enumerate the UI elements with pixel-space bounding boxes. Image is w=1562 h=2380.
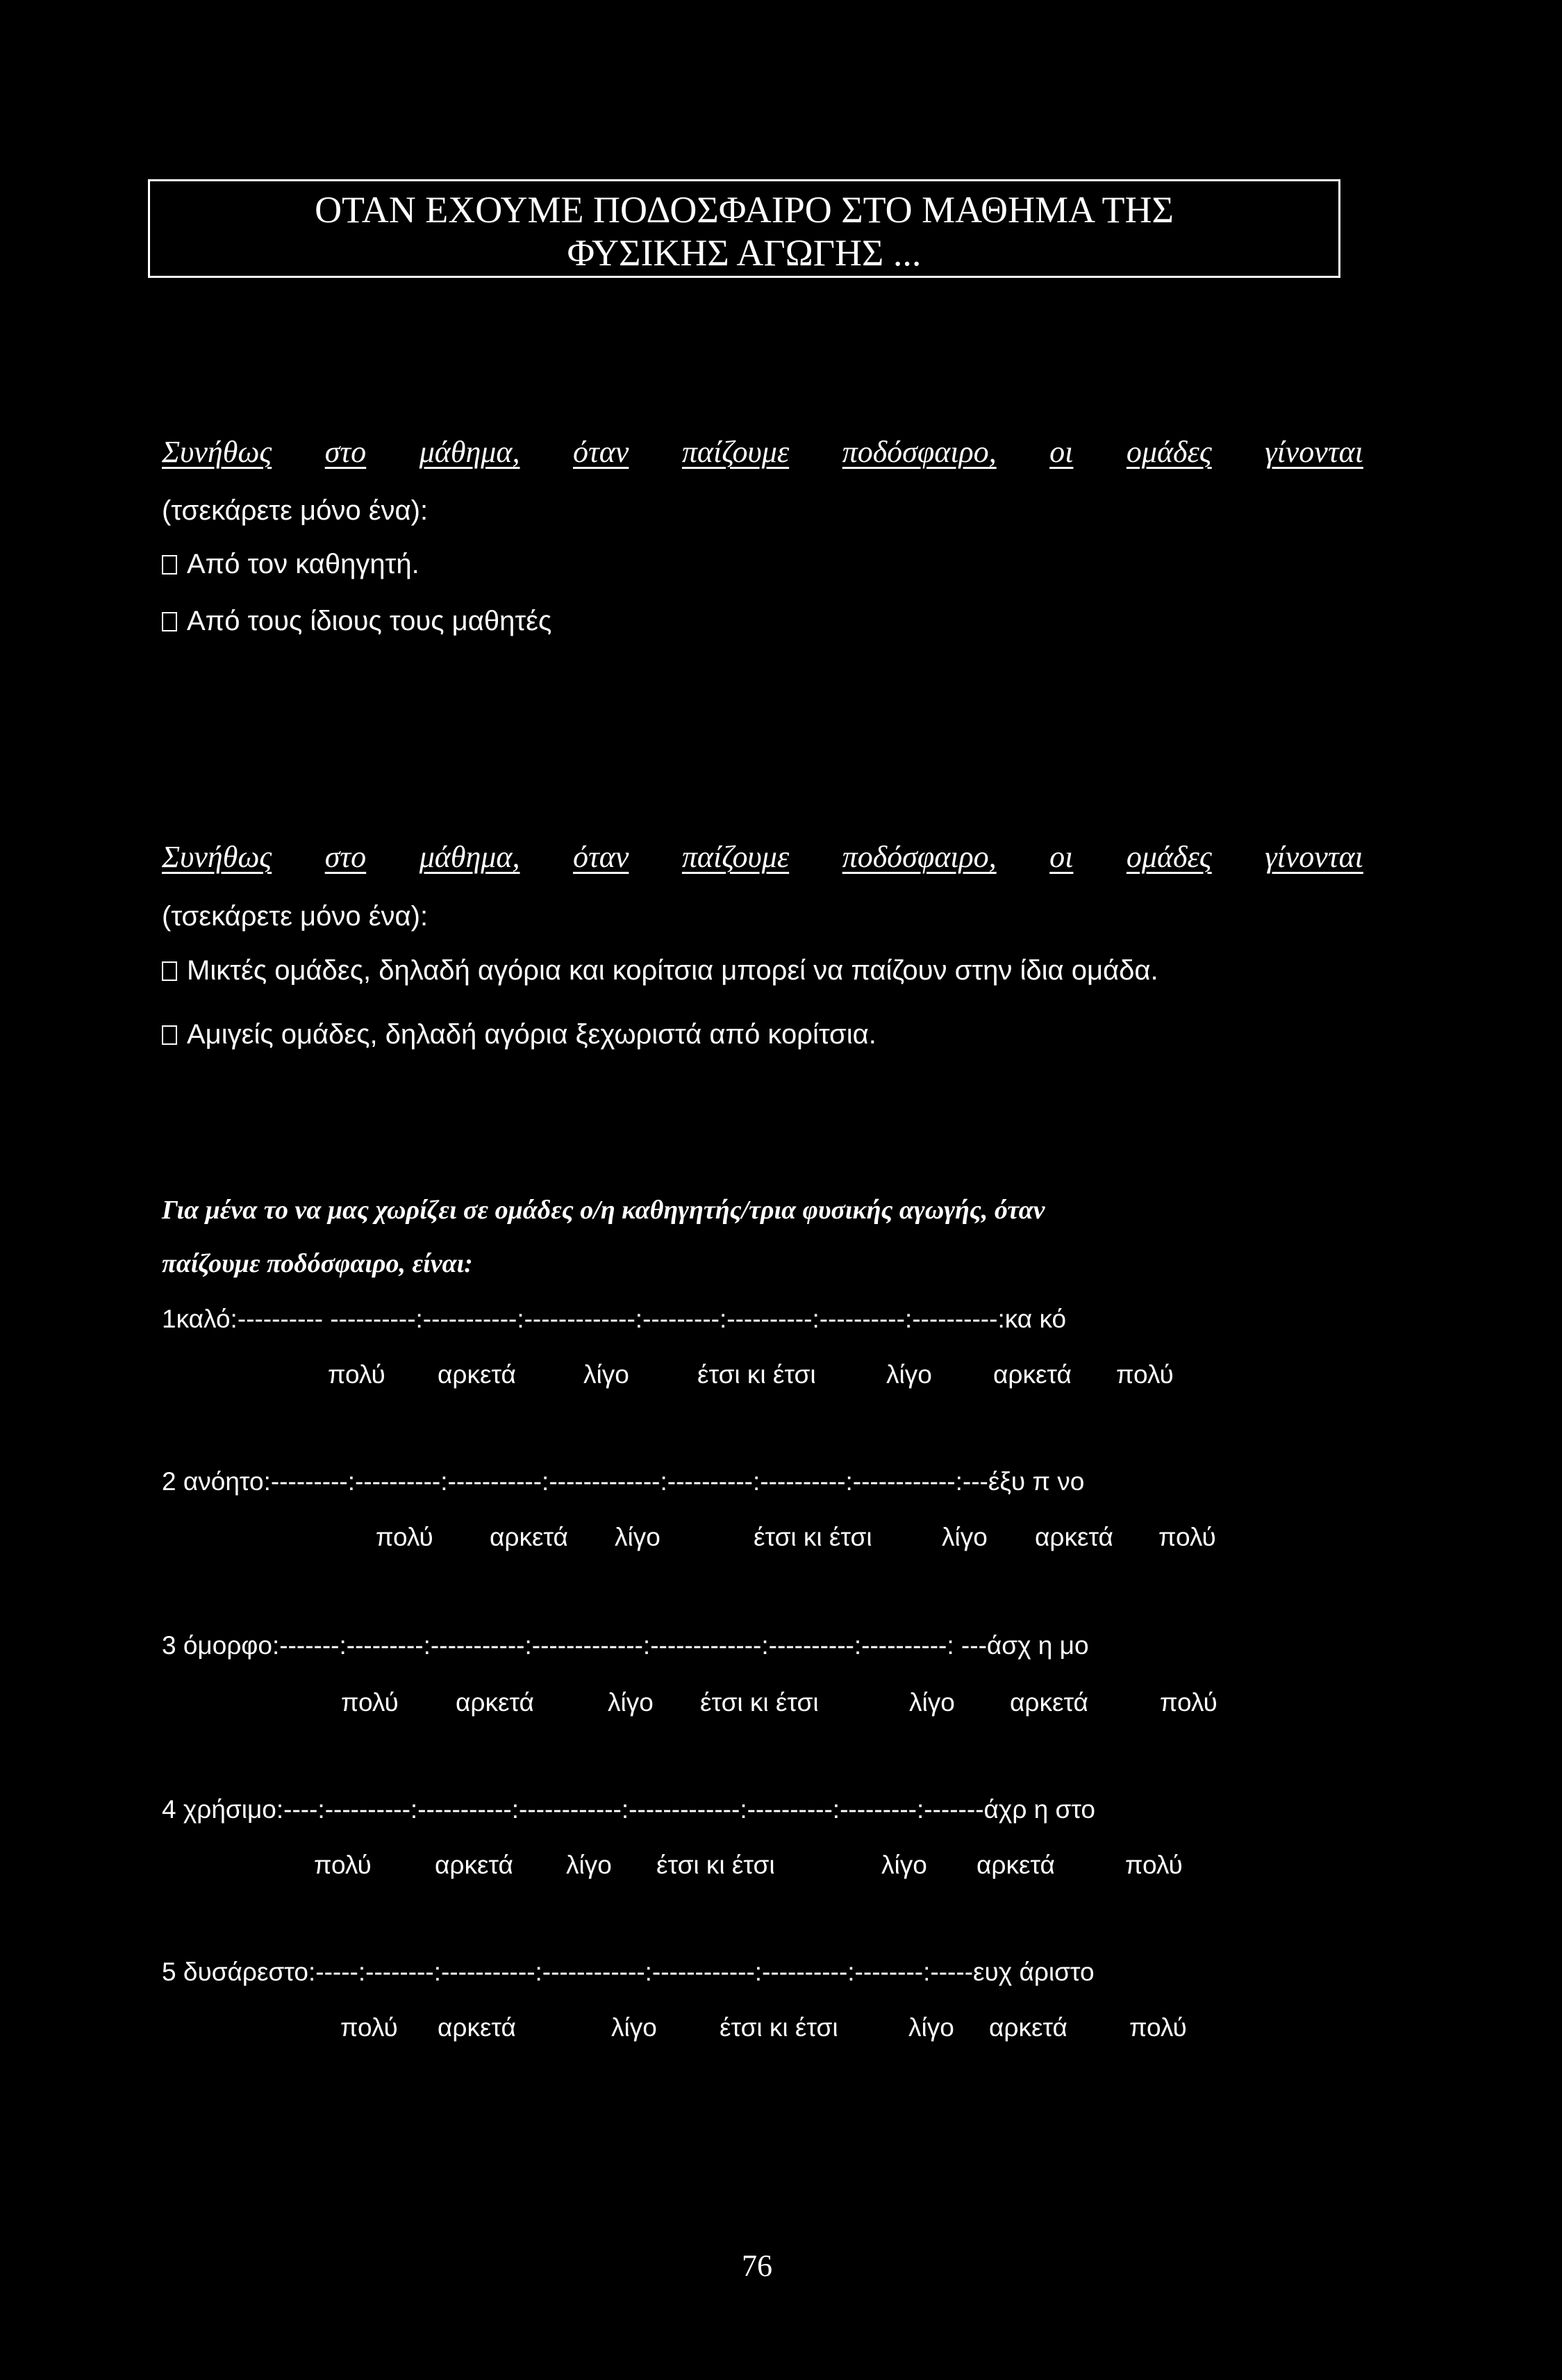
scale-label[interactable]: πολύ [1125,1851,1183,1879]
scale-label[interactable]: λίγο [615,1523,660,1551]
scale-label[interactable]: λίγο [908,2013,954,2042]
q2-word: γίνονται [1265,840,1363,874]
option-label: Από τον καθηγητή. [187,549,419,579]
scale-3-line: 3 όμορφο:-------:---------:-----------:-------------:-------------:----------:----------: ---άσχ η μο [162,1631,1089,1660]
scale-2-line: 2 ανόητο:---------:----------:-----------:-------------:----------:----------:------------:---έξυ π νο [162,1467,1085,1496]
q2-word: όταν [573,840,629,874]
scale-label[interactable]: λίγο [881,1851,927,1879]
q2-word: ποδόσφαιρο, [842,840,997,874]
scale-label[interactable]: αρκετά [993,1360,1072,1389]
scale-label[interactable]: πολύ [1116,1360,1174,1389]
q2-word: παίζουμε [681,840,790,874]
scale-label[interactable]: έτσι κι έτσι [656,1851,775,1879]
scale-label[interactable]: έτσι κι έτσι [720,2013,838,2042]
title-line-2: ΦΥΣΙΚΗΣ ΑΓΩΓΗΣ ... [567,232,922,274]
scale-label[interactable]: πολύ [340,2013,398,2042]
q2-word: μάθημα, [419,840,520,874]
scale-label[interactable]: έτσι κι έτσι [754,1523,872,1551]
q1-word: παίζουμε [681,435,790,469]
checkbox-icon[interactable] [162,612,177,631]
scale-label[interactable]: αρκετά [977,1851,1055,1879]
scale-label[interactable]: έτσι κι έτσι [697,1360,816,1389]
q2-word: Συνήθως [162,840,272,874]
title-box [148,179,1340,278]
question2-option-1[interactable] [162,955,1158,986]
option-label: Μικτές ομάδες, δηλαδή αγόρια και κορίτσια μπορεί να παίζουν στην ίδια ομάδα. [187,955,1158,986]
checkbox-icon[interactable] [162,555,177,575]
scale-label[interactable]: πολύ [328,1360,385,1389]
scale-4-line: 4 χρήσιμο:----:----------:-----------:------------:-------------:----------:---------:-------άχρ η στο [162,1795,1096,1824]
scale-1-line: 1καλό:---------- ----------:-----------:-------------:---------:----------:----------:----------:κα κό [162,1305,1067,1333]
scale-label[interactable]: πολύ [341,1688,399,1717]
question3-line-1: Για μένα το να μας χωρίζει σε ομάδες ο/η καθηγητής/τρια φυσικής αγωγής, όταν [162,1196,1045,1225]
q2-word: ομάδες [1126,840,1212,874]
q1-word: Συνήθως [162,435,272,469]
scale-label[interactable]: αρκετά [438,2013,516,2042]
scale-label[interactable]: πολύ [376,1523,433,1551]
scale-label[interactable]: αρκετά [435,1851,513,1879]
q1-word: γίνονται [1265,435,1363,469]
scale-label[interactable]: αρκετά [456,1688,534,1717]
question2-heading [162,839,1363,875]
title-line-1: ΟΤΑΝ ΕΧΟΥΜΕ ΠΟΔΟΣΦΑΙΡΟ ΣΤΟ ΜΑΘΗΜΑ ΤΗΣ [315,189,1174,231]
question3-line-2: παίζουμε ποδόσφαιρο, είναι: [162,1249,473,1278]
q1-word: στο [324,435,367,469]
q2-word: στο [324,840,367,874]
scale-label[interactable]: πολύ [1160,1688,1218,1717]
q1-word: ποδόσφαιρο, [842,435,997,469]
scale-label[interactable]: πολύ [1158,1523,1216,1551]
question1-heading [162,434,1363,470]
scale-label[interactable]: λίγο [886,1360,932,1389]
scale-label[interactable]: λίγο [608,1688,654,1717]
question1-option-1[interactable] [162,549,419,580]
scale-label[interactable]: λίγο [566,1851,612,1879]
option-label: Από τους ίδιους τους μαθητές [187,606,552,636]
scale-label[interactable]: έτσι κι έτσι [700,1688,819,1717]
question1-option-2[interactable] [162,606,551,637]
scale-label[interactable]: αρκετά [1010,1688,1088,1717]
scale-label[interactable]: πολύ [314,1851,372,1879]
scale-label[interactable]: λίγο [611,2013,657,2042]
scale-label[interactable]: αρκετά [438,1360,516,1389]
scale-label[interactable]: αρκετά [989,2013,1067,2042]
scale-5-line: 5 δυσάρεστο:-----:--------:-----------:------------:------------:----------:--------:-----ευχ άριστο [162,1958,1095,1986]
checkbox-icon[interactable] [162,1025,177,1045]
scale-label[interactable]: λίγο [909,1688,955,1717]
scale-label[interactable]: αρκετά [1035,1523,1113,1551]
question2-instruction: (τσεκάρετε μόνο ένα): [162,901,429,932]
q2-word: οι [1049,840,1074,874]
question2-option-2[interactable] [162,1019,876,1050]
q1-word: οι [1049,435,1074,469]
checkbox-icon[interactable] [162,961,177,981]
scale-label[interactable]: λίγο [942,1523,988,1551]
scale-label[interactable]: πολύ [1129,2013,1187,2042]
q1-word: ομάδες [1126,435,1212,469]
q1-word: όταν [573,435,629,469]
q1-word: μάθημα, [419,435,520,469]
scale-label[interactable]: λίγο [583,1360,629,1389]
page-number: 76 [742,2249,772,2283]
option-label: Αμιγείς ομάδες, δηλαδή αγόρια ξεχωριστά από κορίτσια. [187,1019,876,1050]
question1-instruction: (τσεκάρετε μόνο ένα): [162,495,429,526]
scale-label[interactable]: αρκετά [490,1523,568,1551]
